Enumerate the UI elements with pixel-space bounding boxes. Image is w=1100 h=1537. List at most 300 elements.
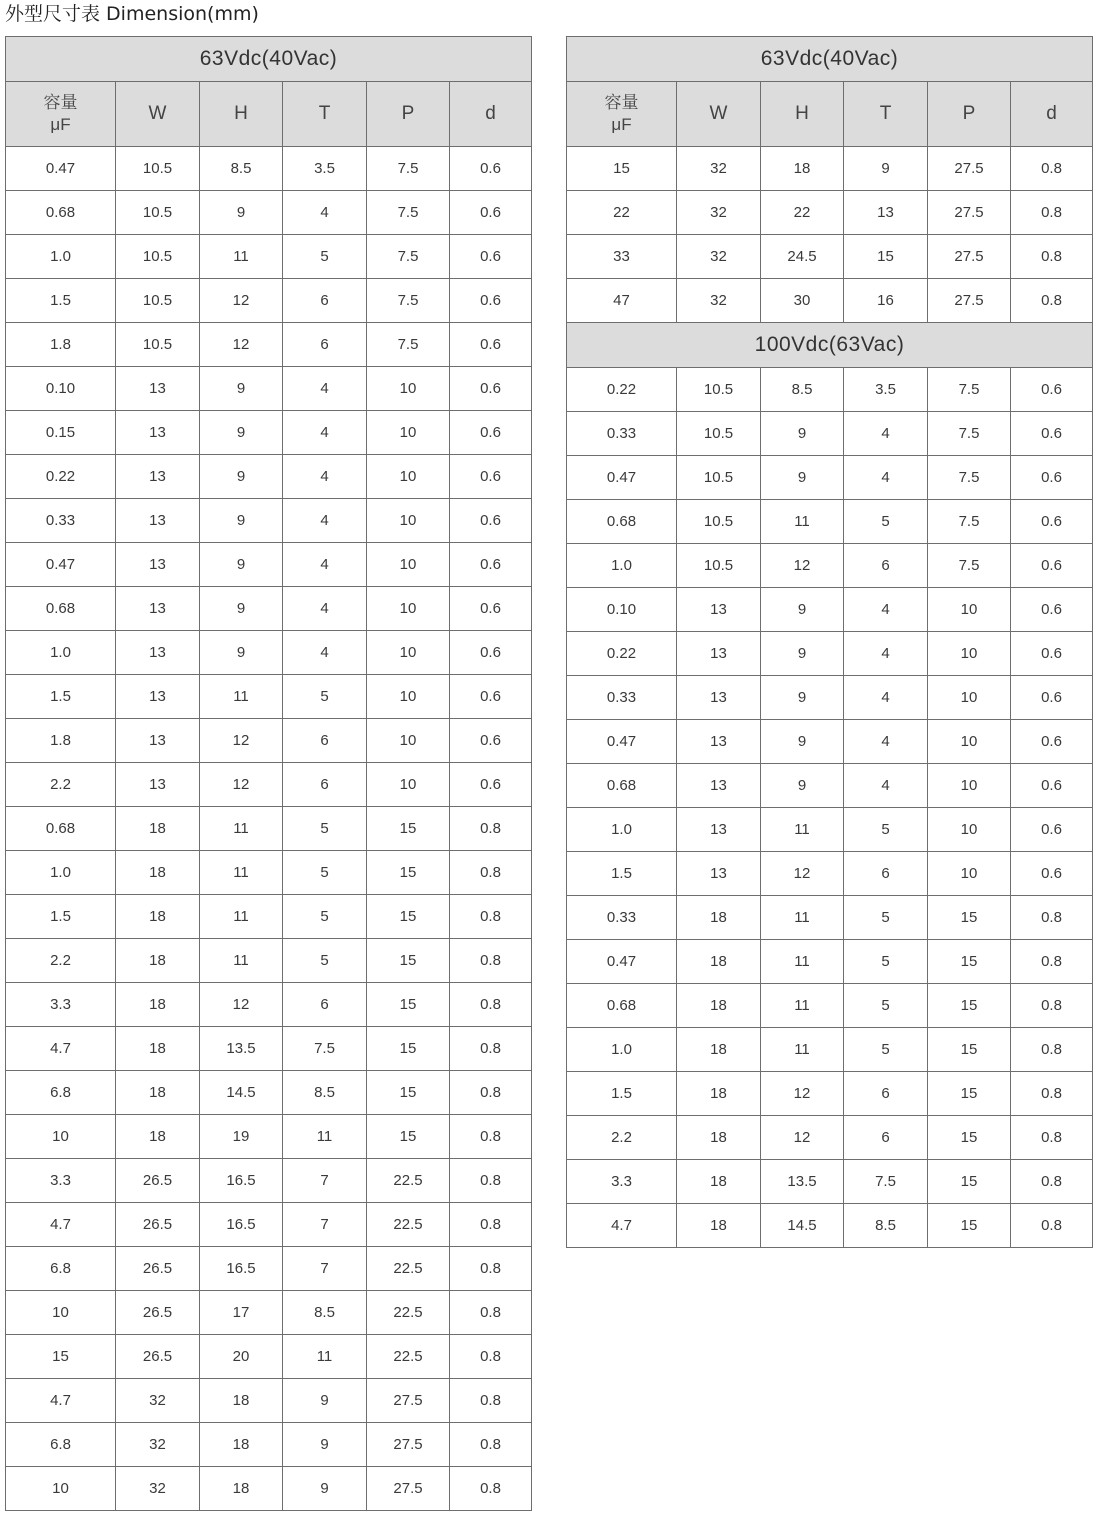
cell-capacity: 3.3 — [6, 983, 116, 1027]
cell-d: 0.8 — [1011, 1204, 1093, 1248]
cell-p: 27.5 — [928, 147, 1011, 191]
column-header-t: T — [844, 82, 928, 147]
cell-p: 27.5 — [367, 1379, 450, 1423]
page-title: 外型尺寸表 Dimension(mm) — [5, 3, 259, 25]
cell-d: 0.8 — [450, 1335, 532, 1379]
cell-h: 11 — [200, 675, 283, 719]
table-row — [567, 896, 1093, 940]
cell-h: 12 — [200, 763, 283, 807]
cell-h: 24.5 — [761, 235, 844, 279]
cell-w: 18 — [116, 1027, 200, 1071]
cell-w: 13 — [116, 499, 200, 543]
cell-w: 10.5 — [116, 323, 200, 367]
table-row — [6, 1115, 532, 1159]
cell-d: 0.6 — [1011, 808, 1093, 852]
cell-capacity: 6.8 — [6, 1071, 116, 1115]
cell-capacity: 47 — [567, 279, 677, 323]
cell-d: 0.8 — [1011, 896, 1093, 940]
cell-capacity: 0.22 — [567, 632, 677, 676]
cell-p: 15 — [928, 896, 1011, 940]
table-row — [6, 1291, 532, 1335]
cell-h: 11 — [200, 939, 283, 983]
cell-d: 0.6 — [450, 763, 532, 807]
column-header-capacity — [6, 82, 116, 147]
table-row — [567, 940, 1093, 984]
cell-t: 5 — [283, 851, 367, 895]
cell-p: 15 — [367, 1071, 450, 1115]
cell-d: 0.8 — [450, 1115, 532, 1159]
table-row — [6, 147, 532, 191]
column-header-h: H — [761, 82, 844, 147]
cell-p: 22.5 — [367, 1159, 450, 1203]
cell-capacity: 0.68 — [567, 984, 677, 1028]
cell-d: 0.6 — [1011, 720, 1093, 764]
cell-w: 18 — [677, 984, 761, 1028]
cell-h: 16.5 — [200, 1203, 283, 1247]
table-row — [6, 279, 532, 323]
cell-t: 7.5 — [283, 1027, 367, 1071]
column-header-capacity — [567, 82, 677, 147]
cell-h: 8.5 — [200, 147, 283, 191]
cell-h: 11 — [761, 500, 844, 544]
cell-w: 18 — [116, 851, 200, 895]
cell-t: 5 — [283, 939, 367, 983]
cell-p: 15 — [367, 895, 450, 939]
cell-t: 11 — [283, 1115, 367, 1159]
section-header: 63Vdc(40Vac) — [567, 37, 1093, 82]
cell-t: 5 — [844, 808, 928, 852]
cell-capacity: 10 — [6, 1467, 116, 1511]
cell-w: 10.5 — [677, 456, 761, 500]
section-header: 63Vdc(40Vac) — [6, 37, 532, 82]
cell-d: 0.6 — [1011, 456, 1093, 500]
cell-capacity: 1.5 — [6, 279, 116, 323]
cell-p: 15 — [367, 851, 450, 895]
cell-w: 13 — [116, 543, 200, 587]
table-row — [567, 984, 1093, 1028]
cell-w: 18 — [116, 1115, 200, 1159]
cell-h: 9 — [200, 191, 283, 235]
cell-t: 4 — [844, 632, 928, 676]
cell-t: 4 — [844, 720, 928, 764]
table-row — [567, 147, 1093, 191]
cell-t: 4 — [283, 411, 367, 455]
cell-capacity: 1.8 — [6, 719, 116, 763]
cell-h: 20 — [200, 1335, 283, 1379]
cell-h: 9 — [761, 632, 844, 676]
table-row — [6, 1423, 532, 1467]
cell-capacity: 4.7 — [6, 1027, 116, 1071]
cell-p: 15 — [928, 1072, 1011, 1116]
cell-d: 0.8 — [1011, 147, 1093, 191]
cell-d: 0.6 — [450, 367, 532, 411]
column-header-w: W — [116, 82, 200, 147]
cell-h: 9 — [200, 499, 283, 543]
cell-p: 10 — [928, 808, 1011, 852]
cell-w: 26.5 — [116, 1203, 200, 1247]
cell-capacity: 1.0 — [567, 544, 677, 588]
cell-capacity: 1.0 — [6, 631, 116, 675]
cell-p: 10 — [367, 499, 450, 543]
cell-t: 5 — [283, 675, 367, 719]
cell-h: 9 — [761, 412, 844, 456]
cell-d: 0.6 — [1011, 368, 1093, 412]
cell-h: 11 — [761, 1028, 844, 1072]
cell-t: 7.5 — [844, 1160, 928, 1204]
table-row — [6, 983, 532, 1027]
cell-h: 12 — [761, 1072, 844, 1116]
table-row — [6, 1027, 532, 1071]
cell-d: 0.6 — [450, 279, 532, 323]
table-row — [6, 323, 532, 367]
cell-p: 27.5 — [367, 1423, 450, 1467]
cell-h: 14.5 — [761, 1204, 844, 1248]
cell-t: 5 — [283, 895, 367, 939]
table-row — [6, 895, 532, 939]
cell-p: 27.5 — [928, 191, 1011, 235]
cell-w: 18 — [677, 1028, 761, 1072]
cell-h: 11 — [761, 984, 844, 1028]
cell-d: 0.6 — [1011, 544, 1093, 588]
cell-d: 0.6 — [1011, 852, 1093, 896]
cell-w: 18 — [116, 895, 200, 939]
cell-t: 4 — [283, 543, 367, 587]
cell-w: 13 — [677, 676, 761, 720]
cell-capacity: 0.10 — [567, 588, 677, 632]
cell-p: 7.5 — [367, 147, 450, 191]
cell-capacity: 0.33 — [567, 676, 677, 720]
cell-t: 3.5 — [283, 147, 367, 191]
cell-p: 27.5 — [367, 1467, 450, 1511]
cell-d: 0.8 — [1011, 940, 1093, 984]
cell-d: 0.8 — [450, 1247, 532, 1291]
cell-w: 13 — [677, 808, 761, 852]
cell-d: 0.6 — [1011, 764, 1093, 808]
cell-capacity: 0.68 — [567, 500, 677, 544]
cell-t: 4 — [844, 588, 928, 632]
cell-h: 12 — [761, 1116, 844, 1160]
cell-p: 22.5 — [367, 1291, 450, 1335]
cell-p: 10 — [928, 676, 1011, 720]
cell-p: 22.5 — [367, 1335, 450, 1379]
cell-capacity: 15 — [567, 147, 677, 191]
cell-p: 27.5 — [928, 235, 1011, 279]
cell-h: 11 — [761, 808, 844, 852]
section-header: 100Vdc(63Vac) — [567, 323, 1093, 368]
table-row — [567, 720, 1093, 764]
cell-capacity: 4.7 — [567, 1204, 677, 1248]
cell-h: 9 — [761, 588, 844, 632]
column-header-d: d — [450, 82, 532, 147]
cell-h: 12 — [200, 719, 283, 763]
cell-w: 10.5 — [116, 147, 200, 191]
cell-t: 9 — [283, 1379, 367, 1423]
cell-d: 0.8 — [450, 1159, 532, 1203]
cell-w: 13 — [116, 367, 200, 411]
cell-d: 0.8 — [450, 1467, 532, 1511]
table-row — [6, 1467, 532, 1511]
cell-h: 9 — [200, 587, 283, 631]
cell-capacity: 6.8 — [6, 1247, 116, 1291]
cell-t: 5 — [283, 807, 367, 851]
cell-capacity: 0.33 — [567, 896, 677, 940]
cell-t: 6 — [844, 1116, 928, 1160]
dimension-table-right — [566, 36, 1093, 1248]
table-row — [567, 1204, 1093, 1248]
cell-w: 13 — [116, 587, 200, 631]
cell-d: 0.8 — [450, 983, 532, 1027]
cell-w: 26.5 — [116, 1335, 200, 1379]
cell-p: 7.5 — [928, 368, 1011, 412]
cell-d: 0.8 — [450, 1027, 532, 1071]
cell-t: 4 — [283, 587, 367, 631]
cell-h: 9 — [761, 456, 844, 500]
column-header-t: T — [283, 82, 367, 147]
cell-h: 9 — [200, 455, 283, 499]
cell-h: 18 — [761, 147, 844, 191]
cell-h: 9 — [761, 676, 844, 720]
table-row — [6, 587, 532, 631]
cell-d: 0.6 — [450, 411, 532, 455]
table-row — [6, 191, 532, 235]
cell-h: 9 — [761, 720, 844, 764]
cell-capacity: 0.68 — [6, 807, 116, 851]
cell-p: 7.5 — [367, 235, 450, 279]
table-row — [6, 675, 532, 719]
cell-h: 12 — [200, 983, 283, 1027]
cell-p: 15 — [928, 940, 1011, 984]
cell-w: 13 — [116, 675, 200, 719]
table-row — [6, 411, 532, 455]
cell-w: 18 — [116, 1071, 200, 1115]
table-row — [6, 631, 532, 675]
cell-d: 0.8 — [1011, 279, 1093, 323]
table-row — [567, 235, 1093, 279]
table-row — [567, 368, 1093, 412]
cell-capacity: 2.2 — [567, 1116, 677, 1160]
cell-h: 9 — [761, 764, 844, 808]
cell-t: 4 — [844, 676, 928, 720]
cell-p: 10 — [367, 631, 450, 675]
table-row — [6, 1203, 532, 1247]
cell-d: 0.8 — [1011, 191, 1093, 235]
cell-t: 6 — [283, 323, 367, 367]
cell-d: 0.6 — [1011, 676, 1093, 720]
cell-d: 0.6 — [450, 499, 532, 543]
cell-t: 4 — [844, 764, 928, 808]
cell-t: 6 — [844, 1072, 928, 1116]
cell-h: 9 — [200, 631, 283, 675]
cell-h: 17 — [200, 1291, 283, 1335]
cell-capacity: 10 — [6, 1115, 116, 1159]
cell-h: 11 — [761, 940, 844, 984]
cell-d: 0.6 — [450, 543, 532, 587]
table-row — [567, 1160, 1093, 1204]
cell-d: 0.6 — [450, 323, 532, 367]
cell-capacity: 3.3 — [567, 1160, 677, 1204]
cell-t: 5 — [844, 500, 928, 544]
cell-capacity: 0.47 — [567, 456, 677, 500]
cell-t: 9 — [283, 1423, 367, 1467]
cell-p: 7.5 — [367, 191, 450, 235]
cell-t: 8.5 — [844, 1204, 928, 1248]
table-row — [567, 191, 1093, 235]
cell-p: 15 — [367, 939, 450, 983]
cell-w: 13 — [677, 764, 761, 808]
cell-h: 12 — [200, 279, 283, 323]
capacity-unit: μF — [50, 115, 71, 134]
cell-d: 0.8 — [1011, 1028, 1093, 1072]
cell-d: 0.6 — [1011, 500, 1093, 544]
table-row — [6, 1159, 532, 1203]
cell-t: 8.5 — [283, 1291, 367, 1335]
capacity-unit: μF — [611, 115, 632, 134]
cell-d: 0.6 — [450, 631, 532, 675]
cell-h: 11 — [200, 895, 283, 939]
column-header-p: P — [928, 82, 1011, 147]
cell-d: 0.8 — [1011, 1116, 1093, 1160]
cell-capacity: 1.0 — [6, 851, 116, 895]
cell-d: 0.8 — [450, 1203, 532, 1247]
cell-capacity: 0.33 — [6, 499, 116, 543]
cell-w: 13 — [116, 631, 200, 675]
cell-h: 11 — [200, 851, 283, 895]
cell-w: 10.5 — [677, 412, 761, 456]
cell-w: 32 — [677, 147, 761, 191]
table-row — [567, 412, 1093, 456]
cell-t: 6 — [283, 983, 367, 1027]
cell-t: 5 — [283, 235, 367, 279]
cell-t: 7 — [283, 1203, 367, 1247]
cell-w: 18 — [116, 939, 200, 983]
cell-p: 7.5 — [367, 323, 450, 367]
cell-h: 30 — [761, 279, 844, 323]
cell-h: 11 — [200, 807, 283, 851]
cell-p: 10 — [367, 675, 450, 719]
cell-p: 10 — [928, 588, 1011, 632]
cell-t: 4 — [844, 456, 928, 500]
cell-w: 13 — [677, 588, 761, 632]
cell-p: 15 — [928, 1204, 1011, 1248]
cell-d: 0.6 — [450, 235, 532, 279]
cell-t: 5 — [844, 940, 928, 984]
cell-d: 0.8 — [450, 939, 532, 983]
table-row — [567, 852, 1093, 896]
cell-w: 13 — [677, 632, 761, 676]
cell-w: 13 — [116, 719, 200, 763]
column-header-p: P — [367, 82, 450, 147]
cell-t: 4 — [844, 412, 928, 456]
cell-capacity: 0.15 — [6, 411, 116, 455]
cell-w: 10.5 — [116, 191, 200, 235]
cell-t: 8.5 — [283, 1071, 367, 1115]
cell-t: 13 — [844, 191, 928, 235]
cell-capacity: 1.5 — [567, 852, 677, 896]
table-row — [567, 588, 1093, 632]
cell-w: 10.5 — [677, 500, 761, 544]
cell-d: 0.8 — [1011, 1160, 1093, 1204]
cell-p: 10 — [367, 411, 450, 455]
table-row — [6, 1247, 532, 1291]
cell-d: 0.8 — [1011, 235, 1093, 279]
cell-capacity: 4.7 — [6, 1203, 116, 1247]
cell-capacity: 0.68 — [567, 764, 677, 808]
cell-w: 32 — [677, 279, 761, 323]
cell-w: 10.5 — [677, 368, 761, 412]
column-header-d: d — [1011, 82, 1093, 147]
table-row — [567, 500, 1093, 544]
cell-capacity: 1.0 — [6, 235, 116, 279]
cell-t: 6 — [283, 763, 367, 807]
cell-p: 27.5 — [928, 279, 1011, 323]
cell-w: 10.5 — [116, 279, 200, 323]
cell-p: 7.5 — [928, 456, 1011, 500]
cell-capacity: 1.0 — [567, 1028, 677, 1072]
cell-t: 5 — [844, 1028, 928, 1072]
cell-h: 11 — [761, 896, 844, 940]
cell-p: 7.5 — [928, 544, 1011, 588]
cell-d: 0.6 — [450, 675, 532, 719]
cell-capacity: 1.5 — [6, 675, 116, 719]
cell-p: 15 — [367, 1115, 450, 1159]
cell-t: 15 — [844, 235, 928, 279]
cell-p: 15 — [367, 983, 450, 1027]
table-row — [6, 719, 532, 763]
cell-p: 15 — [367, 807, 450, 851]
cell-w: 10.5 — [116, 235, 200, 279]
cell-d: 0.8 — [450, 895, 532, 939]
table-row — [6, 939, 532, 983]
table-row — [567, 1072, 1093, 1116]
cell-h: 16.5 — [200, 1247, 283, 1291]
cell-h: 9 — [200, 543, 283, 587]
cell-d: 0.8 — [450, 1291, 532, 1335]
cell-w: 18 — [677, 1160, 761, 1204]
table-row — [6, 1379, 532, 1423]
cell-p: 15 — [367, 1027, 450, 1071]
dimension-table-left — [5, 36, 532, 1511]
cell-d: 0.6 — [450, 455, 532, 499]
cell-w: 32 — [116, 1467, 200, 1511]
cell-d: 0.8 — [450, 1379, 532, 1423]
cell-p: 22.5 — [367, 1203, 450, 1247]
cell-w: 32 — [116, 1423, 200, 1467]
cell-w: 26.5 — [116, 1291, 200, 1335]
table-row — [567, 544, 1093, 588]
cell-t: 6 — [283, 719, 367, 763]
cell-w: 13 — [677, 720, 761, 764]
cell-capacity: 0.68 — [6, 191, 116, 235]
cell-w: 13 — [116, 455, 200, 499]
cell-h: 22 — [761, 191, 844, 235]
cell-p: 15 — [928, 1116, 1011, 1160]
cell-p: 10 — [928, 632, 1011, 676]
table-row — [567, 1116, 1093, 1160]
cell-w: 13 — [116, 763, 200, 807]
cell-t: 9 — [844, 147, 928, 191]
cell-p: 7.5 — [928, 500, 1011, 544]
table-row — [567, 676, 1093, 720]
cell-w: 13 — [116, 411, 200, 455]
cell-t: 6 — [844, 852, 928, 896]
cell-d: 0.8 — [1011, 984, 1093, 1028]
cell-p: 10 — [367, 543, 450, 587]
cell-h: 18 — [200, 1379, 283, 1423]
cell-p: 15 — [928, 1160, 1011, 1204]
table-row — [567, 764, 1093, 808]
cell-p: 7.5 — [928, 412, 1011, 456]
cell-d: 0.6 — [450, 587, 532, 631]
